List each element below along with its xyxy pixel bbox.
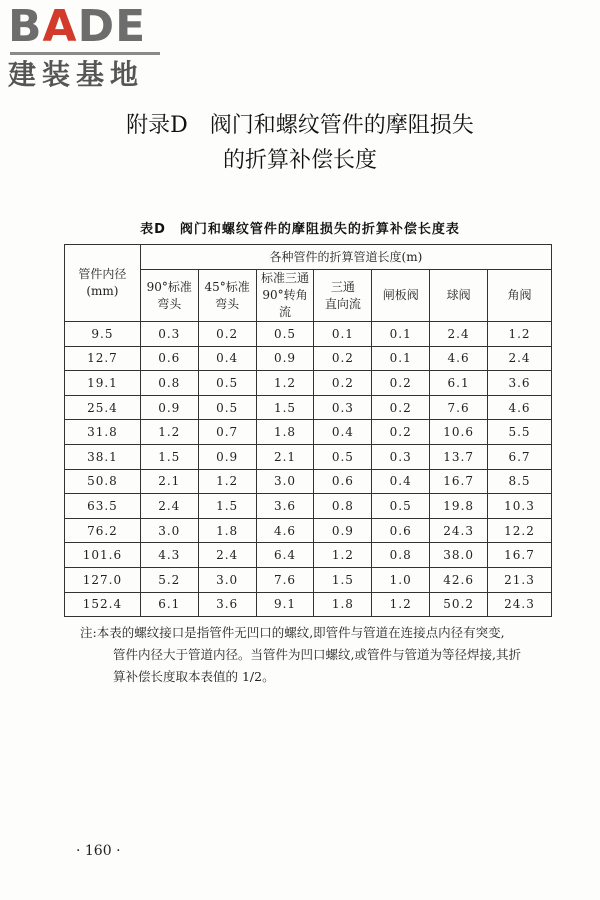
length-cell: 5.2 [140,567,198,592]
diameter-cell: 19.1 [65,371,141,396]
length-cell: 1.8 [256,420,314,445]
diameter-cell: 9.5 [65,322,141,347]
length-cell: 0.6 [140,346,198,371]
page-number: · 160 · [76,843,121,859]
length-cell: 8.5 [488,469,552,494]
length-cell: 24.3 [430,518,488,543]
length-cell: 0.8 [314,494,372,519]
diameter-cell: 38.1 [65,444,141,469]
length-cell: 1.2 [256,371,314,396]
length-cell: 1.2 [488,322,552,347]
table-row [65,494,552,519]
column-header: 角阀 [488,270,552,322]
length-cell: 2.4 [430,322,488,347]
column-header: 45°标准 弯头 [198,270,256,322]
length-cell: 9.1 [256,592,314,617]
logo [8,1,178,91]
length-cell: 3.0 [140,518,198,543]
length-cell: 0.5 [314,444,372,469]
length-cell: 0.2 [314,346,372,371]
length-cell: 0.9 [198,444,256,469]
length-cell: 3.6 [488,371,552,396]
table-row [65,371,552,396]
logo-wordmark: BADE [8,1,147,52]
length-cell: 3.0 [198,567,256,592]
length-cell: 38.0 [430,543,488,568]
diameter-cell: 152.4 [65,592,141,617]
length-cell: 0.8 [140,371,198,396]
note-line: 算补偿长度取本表值的 1/2。 [113,669,275,684]
length-cell: 3.6 [198,592,256,617]
length-cell: 0.9 [256,346,314,371]
group-header: 各种管件的折算管道长度(m) [140,245,551,270]
length-cell: 0.3 [140,322,198,347]
length-cell: 0.1 [372,322,430,347]
length-cell: 5.5 [488,420,552,445]
logo-cn-text: 建装基地 [8,58,145,91]
length-cell: 0.3 [372,444,430,469]
length-cell: 6.4 [256,543,314,568]
table-row [65,322,552,347]
column-header: 球阀 [430,270,488,322]
length-cell: 42.6 [430,567,488,592]
length-cell: 1.2 [314,543,372,568]
note-line: 管件内径大于管道内径。当管件为凹口螺纹,或管件与管道为等径焊接,其折 [113,647,521,662]
length-cell: 19.8 [430,494,488,519]
length-cell: 4.6 [430,346,488,371]
length-cell: 12.2 [488,518,552,543]
length-cell: 2.1 [140,469,198,494]
length-cell: 0.2 [314,371,372,396]
length-cell: 0.9 [140,395,198,420]
length-cell: 4.6 [256,518,314,543]
length-cell: 10.6 [430,420,488,445]
length-cell: 6.7 [488,444,552,469]
length-cell: 1.2 [372,592,430,617]
length-cell: 0.7 [198,420,256,445]
note-line: 注:本表的螺纹接口是指管件无凹口的螺纹,即管件与管道在连接点内径有突变, [80,625,505,640]
length-cell: 7.6 [256,567,314,592]
length-cell: 21.3 [488,567,552,592]
length-cell: 0.2 [372,371,430,396]
length-cell: 6.1 [140,592,198,617]
compensation-length-table [64,244,552,617]
length-cell: 1.5 [140,444,198,469]
length-cell: 0.4 [372,469,430,494]
length-cell: 24.3 [488,592,552,617]
length-cell: 2.4 [140,494,198,519]
length-cell: 0.5 [198,395,256,420]
length-cell: 0.8 [372,543,430,568]
length-cell: 2.1 [256,444,314,469]
length-cell: 1.2 [140,420,198,445]
row-header-label: 管件内径 [78,267,127,281]
length-cell: 0.2 [198,322,256,347]
length-cell: 0.5 [256,322,314,347]
logo-divider [10,52,160,55]
diameter-cell: 76.2 [65,518,141,543]
length-cell: 0.4 [314,420,372,445]
row-header-cell [65,245,141,322]
length-cell: 6.1 [430,371,488,396]
table-row [65,518,552,543]
diameter-cell: 31.8 [65,420,141,445]
table-note [80,622,560,688]
length-cell: 1.8 [314,592,372,617]
column-header: 90°标准 弯头 [140,270,198,322]
length-cell: 3.0 [256,469,314,494]
diameter-cell: 50.8 [65,469,141,494]
length-cell: 0.2 [372,420,430,445]
length-cell: 0.3 [314,395,372,420]
length-cell: 2.4 [488,346,552,371]
length-cell: 1.5 [314,567,372,592]
table-caption: 表D 阀门和螺纹管件的摩阻损失的折算补偿长度表 [140,222,460,237]
length-cell: 0.5 [372,494,430,519]
length-cell: 0.6 [372,518,430,543]
length-cell: 0.1 [372,346,430,371]
length-cell: 2.4 [198,543,256,568]
length-cell: 1.2 [198,469,256,494]
page-title-line2: 的折算补偿长度 [222,148,377,173]
length-cell: 1.0 [372,567,430,592]
length-cell: 0.5 [198,371,256,396]
length-cell: 1.8 [198,518,256,543]
length-cell: 3.6 [256,494,314,519]
table-row [65,444,552,469]
length-cell: 0.6 [314,469,372,494]
column-header: 标准三通 90°转角流 [256,270,314,322]
diameter-cell: 101.6 [65,543,141,568]
length-cell: 1.5 [198,494,256,519]
length-cell: 13.7 [430,444,488,469]
diameter-cell: 63.5 [65,494,141,519]
table-row [65,420,552,445]
table-row [65,395,552,420]
diameter-cell: 25.4 [65,395,141,420]
page-title-line1: 附录D 阀门和螺纹管件的摩阻损失 [126,113,474,138]
table-row [65,469,552,494]
length-cell: 7.6 [430,395,488,420]
length-cell: 0.9 [314,518,372,543]
row-header-unit: (mm) [86,284,119,298]
length-cell: 16.7 [430,469,488,494]
length-cell: 10.3 [488,494,552,519]
length-cell: 50.2 [430,592,488,617]
length-cell: 0.1 [314,322,372,347]
table-row [65,346,552,371]
length-cell: 16.7 [488,543,552,568]
length-cell: 4.6 [488,395,552,420]
length-cell: 4.3 [140,543,198,568]
table-row [65,592,552,617]
length-cell: 1.5 [256,395,314,420]
column-header: 闸板阀 [372,270,430,322]
table-row [65,567,552,592]
length-cell: 0.2 [372,395,430,420]
diameter-cell: 12.7 [65,346,141,371]
length-cell: 0.4 [198,346,256,371]
column-header: 三通 直向流 [314,270,372,322]
table-row [65,543,552,568]
diameter-cell: 127.0 [65,567,141,592]
